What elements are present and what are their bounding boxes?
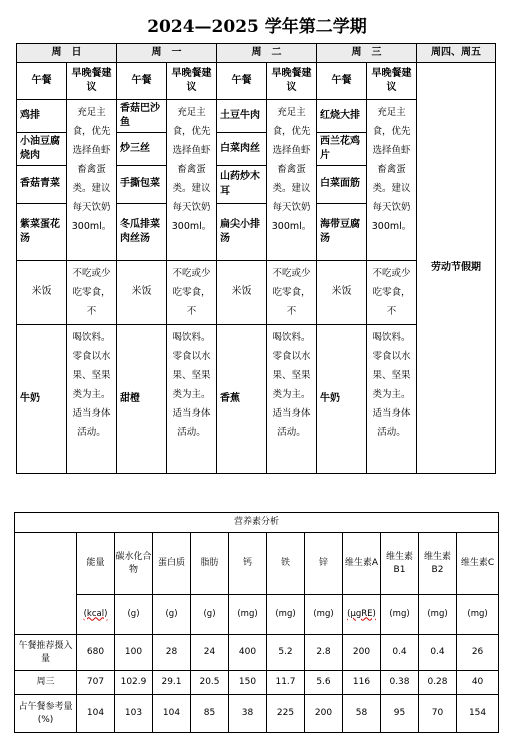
nutrient-header: 碳水化合物	[115, 533, 153, 595]
cell: 40	[457, 671, 499, 695]
dish: 手撕包菜	[117, 166, 167, 204]
advice-bottom: 喝饮料。零食以水果、坚果类为主。适当身体活动。	[367, 325, 417, 474]
cell: 20.5	[191, 671, 229, 695]
advice-top: 充足主食，优先选择鱼虾畜禽蛋类。建议每天饮奶300ml。	[267, 100, 317, 261]
cell: 85	[191, 695, 229, 733]
advice-mid: 不吃或少吃零食，不	[267, 261, 317, 325]
unit-label: (mg)	[419, 595, 457, 635]
cell: 400	[229, 635, 267, 671]
cell: 225	[267, 695, 305, 733]
cell: 200	[343, 635, 381, 671]
fruit-drink: 牛奶	[17, 325, 67, 474]
cell: 200	[305, 695, 343, 733]
fruit-drink: 牛奶	[317, 325, 367, 474]
col-lunch: 午餐	[117, 63, 167, 100]
cell: 26	[457, 635, 499, 671]
dish: 冬瓜排菜肉丝汤	[117, 204, 167, 261]
day-header-wednesday: 周 三	[317, 44, 417, 63]
cell: 0.28	[419, 671, 457, 695]
dish: 香菇青菜	[17, 166, 67, 204]
dish: 海带豆腐汤	[317, 204, 367, 261]
cell: 38	[229, 695, 267, 733]
nutrient-header: 脂肪	[191, 533, 229, 595]
advice-mid: 不吃或少吃零食，不	[167, 261, 217, 325]
dish: 扁尖小排汤	[217, 204, 267, 261]
staple-rice: 米饭	[117, 261, 167, 325]
unit-label: (g)	[153, 595, 191, 635]
fruit-drink: 香蕉	[217, 325, 267, 474]
cell: 680	[77, 635, 115, 671]
dish: 小油豆腐烧肉	[17, 133, 67, 166]
col-advice: 早晚餐建议	[367, 63, 417, 100]
col-advice: 早晚餐建议	[67, 63, 117, 100]
advice-bottom: 喝饮料。零食以水果、坚果类为主。适当身体活动。	[67, 325, 117, 474]
cell: 58	[343, 695, 381, 733]
cell: 0.4	[419, 635, 457, 671]
col-lunch: 午餐	[17, 63, 67, 100]
row-label: 占午餐参考量(%)	[15, 695, 77, 733]
nutrient-header: 维生素B1	[381, 533, 419, 595]
cell: 104	[153, 695, 191, 733]
cell: 707	[77, 671, 115, 695]
cell: 100	[115, 635, 153, 671]
cell: 2.8	[305, 635, 343, 671]
cell: 70	[419, 695, 457, 733]
unit-label: (mg)	[381, 595, 419, 635]
nutrient-header: 蛋白质	[153, 533, 191, 595]
cell: 116	[343, 671, 381, 695]
cell: 5.6	[305, 671, 343, 695]
dish: 香菇巴沙鱼	[117, 100, 167, 133]
table-row	[15, 695, 499, 733]
nutrient-header: 维生素B2	[419, 533, 457, 595]
advice-mid: 不吃或少吃零食，不	[67, 261, 117, 325]
advice-bottom: 喝饮料。零食以水果、坚果类为主。适当身体活动。	[167, 325, 217, 474]
unit-label: (mg)	[457, 595, 499, 635]
dish: 西兰花鸡片	[317, 133, 367, 166]
dish: 白菜面筋	[317, 166, 367, 204]
staple-rice: 米饭	[17, 261, 67, 325]
unit-label: (mg)	[229, 595, 267, 635]
unit-label: (mg)	[305, 595, 343, 635]
table-row	[15, 635, 499, 671]
cell: 5.2	[267, 635, 305, 671]
holiday-cell: 劳动节假期	[417, 63, 496, 474]
nutrient-header: 维生素C	[457, 533, 499, 595]
nutrient-header: 能量	[77, 533, 115, 595]
col-lunch: 午餐	[317, 63, 367, 100]
unit-label: (kcal)	[77, 595, 115, 635]
cell: 150	[229, 671, 267, 695]
nutrition-caption: 营养素分析	[15, 513, 499, 533]
page-title: 2024—2025 学年第二学期	[147, 17, 367, 37]
fruit-drink: 甜橙	[117, 325, 167, 474]
cell: 104	[77, 695, 115, 733]
cell: 0.38	[381, 671, 419, 695]
cell: 95	[381, 695, 419, 733]
col-lunch: 午餐	[217, 63, 267, 100]
cell: 29.1	[153, 671, 191, 695]
cell: 28	[153, 635, 191, 671]
blank-corner	[15, 533, 77, 635]
day-header-tuesday: 周 二	[217, 44, 317, 63]
dish: 红烧大排	[317, 100, 367, 133]
cell: 24	[191, 635, 229, 671]
cell: 154	[457, 695, 499, 733]
nutrition-table	[14, 512, 499, 733]
day-header-monday: 周 一	[117, 44, 217, 63]
staple-rice: 米饭	[317, 261, 367, 325]
day-header-thu-fri: 周四、周五	[417, 44, 496, 63]
unit-label: (μgRE)	[343, 595, 381, 635]
row-label: 午餐推荐摄入量	[15, 635, 77, 671]
cell: 0.4	[381, 635, 419, 671]
unit-label: (g)	[191, 595, 229, 635]
dish: 土豆牛肉	[217, 100, 267, 133]
nutrient-header: 铁	[267, 533, 305, 595]
col-advice: 早晚餐建议	[267, 63, 317, 100]
unit-label: (g)	[115, 595, 153, 635]
weekly-menu-table	[16, 43, 496, 474]
advice-top: 充足主食，优先选择鱼虾畜禽蛋类。建议每天饮奶300ml。	[67, 100, 117, 261]
dish: 紫菜蛋花汤	[17, 204, 67, 261]
dish: 炒三丝	[117, 133, 167, 166]
advice-top: 充足主食，优先选择鱼虾畜禽蛋类。建议每天饮奶300ml。	[167, 100, 217, 261]
day-header-sunday: 周 日	[17, 44, 117, 63]
advice-mid: 不吃或少吃零食，不	[367, 261, 417, 325]
nutrient-header: 锌	[305, 533, 343, 595]
cell: 11.7	[267, 671, 305, 695]
table-row	[15, 671, 499, 695]
nutrient-header: 维生素A	[343, 533, 381, 595]
dish: 白菜肉丝	[217, 133, 267, 166]
unit-label: (mg)	[267, 595, 305, 635]
staple-rice: 米饭	[217, 261, 267, 325]
nutrient-header: 钙	[229, 533, 267, 595]
cell: 102.9	[115, 671, 153, 695]
cell: 103	[115, 695, 153, 733]
dish: 山药炒木耳	[217, 166, 267, 204]
row-label: 周三	[15, 671, 77, 695]
advice-bottom: 喝饮料。零食以水果、坚果类为主。适当身体活动。	[267, 325, 317, 474]
col-advice: 早晚餐建议	[167, 63, 217, 100]
advice-top: 充足主食，优先选择鱼虾畜禽蛋类。建议每天饮奶300ml。	[367, 100, 417, 261]
dish: 鸡排	[17, 100, 67, 133]
